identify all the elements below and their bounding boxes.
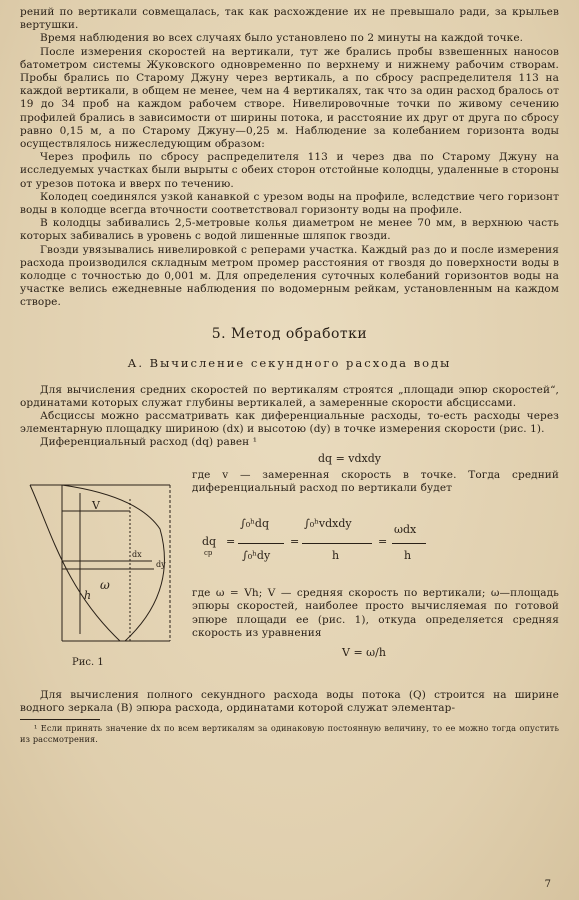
page-number: 7 — [544, 879, 551, 890]
paragraph-nails: Гвозди увязывались нивелировкой с реперами участка. Каждый раз до и после измерения расхода производился складным метром промер расстояния от гвоздя до поверхности воды в колодце с точностью до 0,001 м. Для определения суточных колебаний горизонтов воды на участке велись ежедневные наблюдения по водомерным рейкам, установленным на каждом створе. — [20, 243, 559, 309]
figure-caption: Рис. 1 — [72, 656, 104, 668]
label-dx: dx — [132, 549, 142, 559]
label-omega: ω — [100, 577, 110, 592]
formula-eq-1: = — [226, 535, 236, 549]
formula-den-1: ∫₀ʰdy — [242, 549, 271, 563]
figure-side-text — [188, 469, 559, 683]
footnote-rule — [20, 719, 100, 720]
label-dy: dy — [156, 559, 166, 569]
figure-1 — [20, 469, 188, 683]
outer-curve — [30, 485, 120, 641]
figure-row — [20, 469, 559, 683]
formula-lhs: dq — [202, 535, 217, 549]
paragraph-observation-time: Время наблюдения во всех случаях было установлено по 2 минуты на каждой точке. — [40, 32, 524, 45]
formula-dq: dq = vdxdy — [317, 451, 381, 465]
paragraph-total-discharge: Для вычисления полного секундного расхода воды потока (Q) строится на ширине водного зеркала (В) эпюра расхода, ординатами которой служат элементар- — [20, 688, 559, 714]
label-h: h — [84, 588, 92, 602]
paragraph-well: Колодец соединялся узкой канавкой с урезом воды на профиле, вследствие чего горизонт воды в колодце всегда вточности соответствовал горизонту воды на профиле. — [20, 190, 559, 217]
formula-v: V = ω/h — [342, 645, 386, 659]
paragraph-mean-velocity: Для вычисления средних скоростей по вертикалям строятся „площади эпюр скоростей“, ординатами которых служат глубины вертикалей, а замеренные скорости абсциссами. — [20, 383, 559, 409]
mean-differential-formula — [192, 501, 559, 583]
section-title: 5. Метод обработки — [211, 325, 368, 342]
paragraph-where-v: где v — замеренная скорость в точке. Тогда средний диференциальный расход по вертикали будет — [192, 468, 559, 494]
formula-den-3: h — [404, 549, 412, 563]
formula-den-2: h — [332, 549, 340, 563]
fraction-line-1 — [238, 543, 284, 544]
subsection-title: А. Вычисление секундного расхода воды — [127, 355, 452, 370]
paragraph-stakes: В колодцы забивались 2,5-метровые колья диаметром не менее 70 мм, в верхнюю часть которых забивались в уровень с водой лишенные шляпок гвозди. — [20, 217, 559, 243]
paragraph-profile: Через профиль по сбросу распределителя 113 и через два по Старому Джуну на исследуемых участках были вырыты с обеих сторон отстойные колодцы, удаленные в стороны от урезов потока и вверх по течению. — [20, 151, 559, 190]
velocity-curve — [62, 485, 164, 641]
paragraph-differential: Диференциальный расход (dq) равен ¹ — [40, 436, 258, 449]
paragraph-sampling: После измерения скоростей на вертикали, тут же брались пробы взвешенных наносов батометром системы Жуковского одновременно по верхнему и нижнему рабочим створам. Пробы брались по Старому Джуну через вертикаль, а по сбросу распределителя 113 на каждой вертикали, в общем не менее, чем на 4 вертикалях, так что за один расход бралось от 19 до 34 проб на каждом рабочем створе. Нивелировочные точки по живому сечению профилей брались в зависимости от ширины потока, и расстояние их друг от друга по сбросу равно 0,15 м, а по Старому Джуну—0,25 м. Наблюдение за колебанием горизонта воды осуществлялось нижеследующим образом: — [20, 45, 559, 151]
paragraph-continued: рений по вертикали совмещалась, так как расхождение их не превышало ради, за крыльев вертушки. — [20, 6, 559, 32]
formula-num-3: ωdx — [394, 523, 417, 537]
fraction-line-3 — [392, 543, 426, 544]
formula-lhs-sub: ср — [204, 549, 213, 558]
formula-eq-3: = — [378, 535, 388, 549]
formula-num-1: ∫₀ʰdq — [240, 517, 269, 531]
paragraph-where-omega: где ω = Vh; V — средняя скорость по вертикали; ω—площадь эпюры скоростей, наиболее просто вычисляемая по готовой эпюре площади ее (рис. 1), откуда определяется средняя скорость из уравнения — [192, 587, 559, 639]
label-v: V — [92, 498, 100, 512]
footnote: ¹ Если принять значение dx по всем вертикалям за одинаковую постоянную величину, то ее можно тогда опустить из рассмотрения. — [20, 723, 559, 744]
fraction-line-2 — [302, 543, 372, 544]
velocity-diagram — [20, 469, 188, 683]
formula-eq-2: = — [290, 535, 300, 549]
paragraph-abscissas: Абсциссы можно рассматривать как диференциальные расходы, то-есть расходы через элементарную площадку шириною (dx) и высотою (dy) в точке измерения скорости (рис. 1). — [20, 410, 559, 436]
formula-num-2: ∫₀ʰvdxdy — [304, 517, 352, 531]
